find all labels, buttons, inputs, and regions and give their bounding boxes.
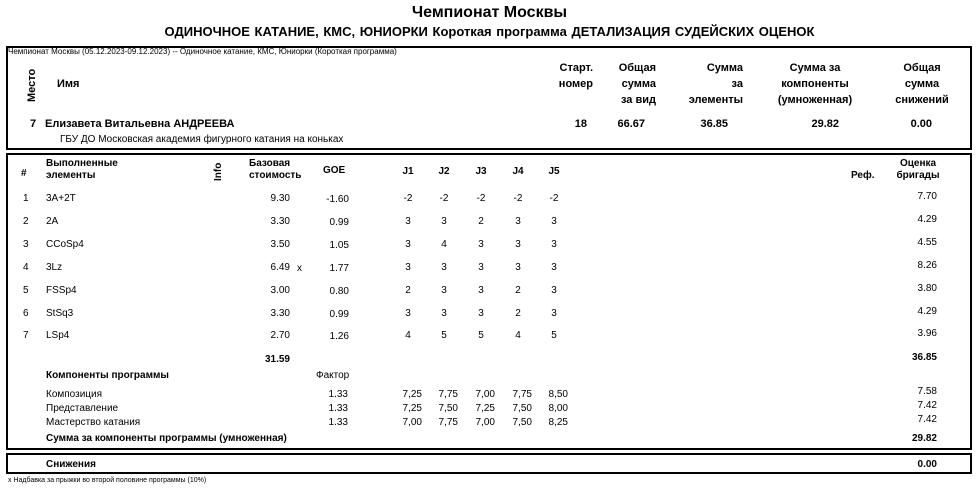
element-goe: -1.60: [326, 194, 349, 205]
skater-deductions: 0.00: [910, 118, 932, 130]
component-judge-score: 7,50: [512, 403, 532, 414]
element-panel-score: 4.29: [917, 305, 937, 317]
header-line: (умноженная): [777, 94, 853, 106]
element-judge-score: -2: [549, 193, 559, 204]
element-judge-score: 3: [478, 307, 484, 319]
component-name: Мастерство катания: [46, 417, 141, 428]
element-judge-score: 3: [515, 261, 521, 273]
element-num: 5: [23, 284, 29, 296]
element-judge-score: 3: [478, 261, 484, 273]
element-judge-score: -2: [476, 193, 486, 204]
component-judge-score: 8,50: [548, 389, 568, 400]
element-base-value: 2.70: [270, 330, 290, 342]
element-goe: 1.26: [329, 331, 349, 343]
components-total-score: 29.82: [911, 433, 937, 444]
element-goe: 0.99: [329, 216, 349, 228]
header-line: стоимость: [249, 170, 302, 181]
header-line: Сумма: [706, 62, 743, 74]
header-line: Старт.: [559, 62, 593, 74]
name-header: Имя: [57, 78, 80, 90]
component-factor: 1.33: [328, 389, 348, 400]
element-base-value: 6.49: [270, 261, 290, 273]
header-line: элементы: [688, 94, 743, 106]
component-judge-score: 7,50: [438, 403, 458, 414]
element-base-value: 3.50: [270, 238, 290, 250]
element-num: 7: [23, 330, 29, 342]
element-num: 1: [23, 193, 29, 204]
header-line: Общая: [903, 62, 941, 74]
element-judge-score: 3: [441, 284, 447, 296]
element-panel-score: 7.70: [917, 191, 937, 202]
header-line: сумма: [904, 78, 940, 90]
element-judge-score: 4: [441, 238, 447, 250]
element-judge-score: 2: [405, 284, 411, 296]
judge-header: J4: [512, 166, 524, 177]
base-value-header: [249, 158, 301, 182]
element-judge-score: 3: [441, 215, 447, 227]
goe-header: GOE: [323, 165, 346, 176]
judge-header: J3: [475, 166, 487, 177]
element-judge-score: 3: [405, 307, 411, 319]
header-line: Сумма за: [789, 62, 841, 74]
judge-header: J2: [438, 166, 450, 177]
element-judge-score: 4: [515, 330, 521, 342]
element-name: CCoSp4: [46, 238, 84, 250]
components-score-header: [763, 60, 867, 108]
component-judge-score: 7,00: [475, 389, 495, 400]
component-name: Композиция: [46, 389, 103, 400]
element-name: 3A+2T: [46, 193, 76, 204]
skater-elements-score: 36.85: [700, 118, 728, 130]
element-base-value: 3.30: [270, 215, 290, 227]
component-judge-score: 7,75: [438, 389, 458, 400]
element-judge-score: 3: [405, 215, 411, 227]
panel-score-header: [888, 158, 948, 182]
judge-header: J1: [402, 166, 414, 177]
element-judge-score: 3: [405, 261, 411, 273]
element-judge-score: 3: [405, 238, 411, 250]
element-judge-score: 2: [515, 307, 521, 319]
component-judge-score: 7,75: [438, 417, 458, 428]
executed-header: [46, 158, 118, 182]
element-judge-score: 3: [478, 238, 484, 250]
component-factor: 1.33: [328, 417, 348, 428]
skater-name: Елизавета Витальевна АНДРЕЕВА: [45, 118, 235, 130]
element-judge-score: 3: [551, 215, 557, 227]
element-base-value: 9.30: [270, 193, 290, 204]
element-name: 2A: [46, 215, 59, 227]
header-line: Базовая: [249, 158, 291, 169]
element-panel-score: 4.55: [917, 236, 937, 248]
header-line: компоненты: [781, 78, 849, 90]
header-line: за вид: [620, 94, 656, 106]
component-judge-score: 7,50: [512, 417, 532, 428]
element-base-value: 3.30: [270, 307, 290, 319]
page-title: Чемпионат Москвы: [411, 4, 568, 21]
component-judge-score: 8,00: [548, 403, 568, 414]
skater-place: 7: [30, 118, 37, 130]
element-bonus-flag: x: [297, 262, 302, 274]
element-goe: 1.05: [329, 239, 349, 251]
judge-header: J5: [548, 166, 560, 177]
component-judge-score: 7,25: [402, 389, 422, 400]
element-judge-score: 5: [551, 330, 557, 342]
factor-header: Фактор: [316, 370, 350, 381]
element-name: StSq3: [46, 307, 74, 319]
element-name: 3Lz: [46, 261, 63, 273]
element-name: FSSp4: [46, 284, 77, 296]
start-number-header: [533, 60, 593, 92]
component-judge-score: 7,00: [402, 417, 422, 428]
element-goe: 1.77: [329, 262, 349, 274]
element-judge-score: -2: [513, 193, 523, 204]
component-judge-score: 7,00: [475, 417, 495, 428]
header-line: сумма: [621, 78, 656, 90]
skater-start-number: 18: [574, 118, 587, 130]
skater-club: ГБУ ДО Московская академия фигурного катания на коньках: [60, 134, 344, 145]
deductions-label: Снижения: [46, 459, 96, 470]
info-header: Info: [213, 162, 224, 181]
element-judge-score: 3: [551, 307, 557, 319]
element-panel-score: 3.80: [917, 282, 937, 294]
elements-score-total: 36.85: [911, 352, 937, 363]
total-score-header: [596, 60, 656, 108]
component-score: 7.58: [917, 386, 937, 397]
element-judge-score: 2: [515, 284, 521, 296]
element-num: 3: [23, 238, 29, 250]
element-judge-score: 5: [441, 330, 447, 342]
element-judge-score: 3: [478, 284, 484, 296]
element-panel-score: 8.26: [917, 259, 937, 271]
element-judge-score: -2: [439, 193, 449, 204]
deductions-header: [884, 60, 960, 108]
elements-score-header: [663, 60, 743, 108]
component-judge-score: 7,25: [402, 403, 422, 414]
element-judge-score: 2: [478, 215, 484, 227]
component-factor: 1.33: [328, 403, 348, 414]
element-judge-score: 3: [551, 261, 557, 273]
element-num: 4: [23, 261, 29, 273]
header-line: Общая: [618, 62, 656, 74]
component-name: Представление: [46, 403, 119, 414]
element-judge-score: 3: [441, 261, 447, 273]
element-judge-score: -2: [403, 193, 413, 204]
header-line: Оценка: [899, 158, 937, 169]
element-num: 6: [23, 307, 29, 319]
header-line: за: [731, 78, 743, 90]
element-panel-score: 3.96: [917, 328, 937, 340]
num-header: #: [21, 168, 27, 179]
page-subtitle: ОДИНОЧНОЕ КАТАНИЕ, КМС, ЮНИОРКИ Короткая программа ДЕТАЛИЗАЦИЯ СУДЕЙСКИХ ОЦЕНОК: [164, 24, 815, 39]
component-judge-score: 8,25: [548, 417, 568, 428]
footnote: x Надбавка за прыжки во второй половине программы (10%): [8, 477, 207, 484]
header-line: номер: [558, 78, 593, 90]
element-judge-score: 3: [551, 238, 557, 250]
element-base-value: 3.00: [270, 284, 290, 296]
header-line: Выполненные: [46, 158, 118, 169]
header-line: элементы: [46, 170, 96, 181]
skater-components-score: 29.82: [811, 118, 839, 130]
skater-total-score: 66.67: [617, 118, 645, 130]
element-num: 2: [23, 215, 29, 227]
component-judge-score: 7,25: [475, 403, 495, 414]
place-header: Место: [26, 68, 38, 102]
header-line: бригады: [896, 170, 940, 181]
components-header: Компоненты программы: [46, 370, 169, 381]
element-judge-score: 3: [441, 307, 447, 319]
component-judge-score: 7,75: [512, 389, 532, 400]
component-score: 7.42: [917, 400, 937, 411]
element-judge-score: 4: [405, 330, 411, 342]
component-score: 7.42: [917, 414, 937, 425]
element-judge-score: 5: [478, 330, 484, 342]
event-line: Чемпионат Москвы (05.12.2023-09.12.2023) -- Одиночное катание, КМС, Юниорки (Короткая программа): [8, 47, 397, 56]
deductions-box: [6, 453, 972, 474]
element-panel-score: 4.29: [917, 213, 937, 225]
header-line: снижений: [895, 94, 949, 106]
element-goe: 0.80: [329, 285, 349, 297]
element-judge-score: 3: [551, 284, 557, 296]
components-total-label: Сумма за компоненты программы (умноженная): [46, 433, 287, 444]
element-goe: 0.99: [329, 308, 349, 320]
element-judge-score: 3: [515, 215, 521, 227]
element-name: LSp4: [46, 330, 70, 342]
element-judge-score: 3: [515, 238, 521, 250]
elements-base-total: 31.59: [264, 354, 290, 365]
ref-header: Реф.: [851, 170, 875, 181]
deductions-value: 0.00: [917, 459, 937, 470]
